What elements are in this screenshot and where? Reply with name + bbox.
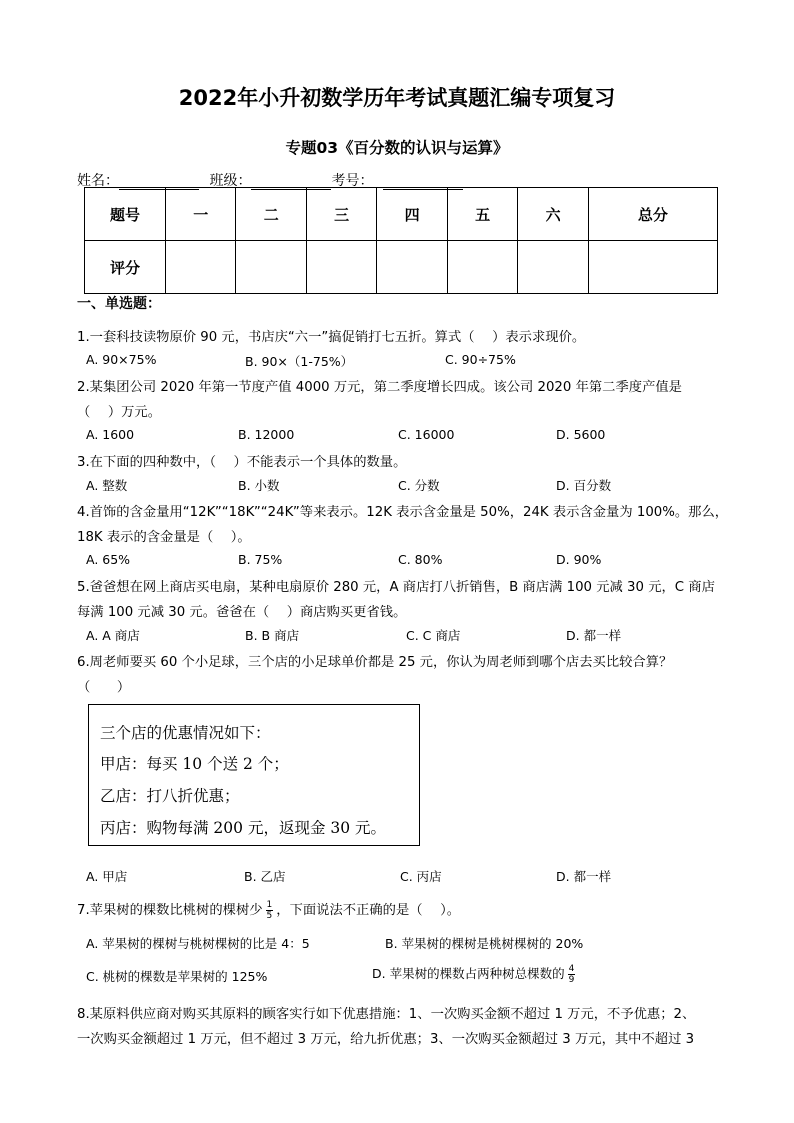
q7-option-b[interactable]: B. 苹果树的棵树是桃树棵树的 20% <box>385 936 584 951</box>
question-2-text: 2.某集团公司 2020 年第一节度产值 4000 万元，第二季度增长四成。该公司 2020 年第二季度产值是 <box>77 380 682 395</box>
score-cell[interactable] <box>306 241 376 294</box>
q6-option-c[interactable]: C. 丙店 <box>400 869 442 884</box>
q7-option-d-fraction <box>568 964 576 985</box>
q6-option-a[interactable]: A. 甲店 <box>86 869 128 884</box>
question-2-text-cont: （ ）万元。 <box>77 405 162 420</box>
q4-option-d[interactable]: D. 90% <box>556 552 602 567</box>
q6-option-d[interactable]: D. 都一样 <box>556 869 612 884</box>
q5-option-d[interactable]: D. 都一样 <box>566 628 622 643</box>
exam-no-label: 考号： <box>331 173 374 189</box>
question-6-text: 6.周老师要买 60 个小足球，三个店的小足球单价都是 25 元，你认为周老师到哪个店去买比较合算？ <box>77 655 673 670</box>
question-8-text: 8.某原料供应商对购买其原料的顾客实行如下优惠措施：1、一次购买金额不超过 1 万元，不予优惠；2、 <box>77 1007 696 1022</box>
q7-d-frac-denominator: 9 <box>568 975 575 985</box>
q5-option-a[interactable]: A. A 商店 <box>86 628 140 643</box>
q5-option-b[interactable]: B. B 商店 <box>245 628 300 643</box>
page-title: 2022年小升初数学历年考试真题汇编专项复习 <box>178 86 616 110</box>
q7-text-after: ，下面说法不正确的是（ ）。 <box>276 903 461 918</box>
q3-option-c[interactable]: C. 分数 <box>398 478 440 493</box>
q6-option-b[interactable]: B. 乙店 <box>244 869 286 884</box>
q7-d-frac-numerator: 4 <box>568 964 575 974</box>
question-5-text: 5.爸爸想在网上商店买电扇，某种电扇原价 280 元，A 商店打八折销售，B 商店满 100 元减 30 元，C 商店 <box>77 580 715 595</box>
score-cell[interactable] <box>588 241 717 294</box>
q7-option-c[interactable]: C. 桃树的棵数是苹果树的 125% <box>86 969 268 984</box>
question-4-text: 4.首饰的含金量用“12K”“18K”“24K”等来表示。12K 表示含金量是 50%，24K 表示含金量为 100%。那么， <box>77 505 729 520</box>
q3-option-d[interactable]: D. 百分数 <box>556 478 612 493</box>
q7-fraction <box>266 900 274 921</box>
class-label: 班级： <box>209 173 252 189</box>
q7-option-d-text: D. 苹果树的棵数占两种树总棵数的 <box>372 966 565 981</box>
question-1-text: 1.一套科技读物原价 90 元，书店庆“六一”搞促销打七五折。算式（ ）表示求现价。 <box>77 330 586 345</box>
score-header-cell: 三 <box>306 188 376 241</box>
score-table-header-row <box>85 188 718 241</box>
q2-option-d[interactable]: D. 5600 <box>556 427 606 442</box>
q7-option-d[interactable] <box>372 964 578 985</box>
q2-option-c[interactable]: C. 16000 <box>398 427 455 442</box>
box-heading: 三个店的优惠情况如下： <box>100 724 271 742</box>
question-5-text-cont: 每满 100 元减 30 元。爸爸在（ ）商店购买更省钱。 <box>77 605 407 620</box>
q4-option-a[interactable]: A. 65% <box>86 552 131 567</box>
q7-option-a[interactable]: A. 苹果树的棵树与桃树棵树的比是 4：5 <box>86 936 310 951</box>
q1-option-c[interactable]: C. 90÷75% <box>445 352 516 367</box>
score-table-score-row <box>85 241 718 294</box>
q7-frac-numerator: 1 <box>266 899 273 910</box>
question-6-text-cont: （ ） <box>77 680 131 695</box>
box-store-bing: 丙店：购物每满 200 元，返现金 30 元。 <box>100 819 387 837</box>
q7-text-before: 7.苹果树的棵数比桃树的棵树少 <box>77 903 263 918</box>
score-cell[interactable] <box>166 241 236 294</box>
question-4-text-cont: 18K 表示的含金量是（ ）。 <box>77 530 251 545</box>
q5-option-c[interactable]: C. C 商店 <box>406 628 461 643</box>
q2-option-b[interactable]: B. 12000 <box>238 427 295 442</box>
q2-option-a[interactable]: A. 1600 <box>86 427 135 442</box>
q1-option-a[interactable]: A. 90×75% <box>86 352 157 367</box>
score-header-cell: 二 <box>236 188 306 241</box>
score-header-cell: 四 <box>377 188 447 241</box>
q4-option-c[interactable]: C. 80% <box>398 552 443 567</box>
name-label: 姓名： <box>77 173 119 189</box>
score-header-cell: 题号 <box>85 188 166 241</box>
q3-option-a[interactable]: A. 整数 <box>86 478 128 493</box>
score-cell[interactable] <box>236 241 306 294</box>
score-cell[interactable] <box>447 241 517 294</box>
score-row-label: 评分 <box>85 241 166 294</box>
question-3-text: 3.在下面的四种数中，（ ）不能表示一个具体的数量。 <box>77 455 407 470</box>
score-header-cell: 总分 <box>588 188 717 241</box>
score-cell[interactable] <box>377 241 447 294</box>
page-subtitle: 专题03《百分数的认识与运算》 <box>285 139 509 157</box>
q3-option-b[interactable]: B. 小数 <box>238 478 280 493</box>
score-header-cell: 五 <box>447 188 517 241</box>
q7-frac-denominator: 5 <box>266 910 273 921</box>
box-store-yi: 乙店：打八折优惠； <box>100 787 240 805</box>
question-7-text <box>77 899 460 921</box>
section-heading: 一、单选题： <box>77 296 161 312</box>
q1-option-b[interactable]: B. 90×（1-75%） <box>245 354 354 369</box>
score-header-cell: 六 <box>518 188 588 241</box>
box-store-jia: 甲店：每买 10 个送 2 个； <box>100 755 289 773</box>
q4-option-b[interactable]: B. 75% <box>238 552 283 567</box>
discount-info-box <box>88 704 420 846</box>
question-8-text-cont: 一次购买金额超过 1 万元，但不超过 3 万元，给九折优惠；3、一次购买金额超过 3 万元，其中不超过 3 <box>77 1032 695 1047</box>
score-header-cell: 一 <box>166 188 236 241</box>
score-table <box>84 187 718 294</box>
score-cell[interactable] <box>518 241 588 294</box>
